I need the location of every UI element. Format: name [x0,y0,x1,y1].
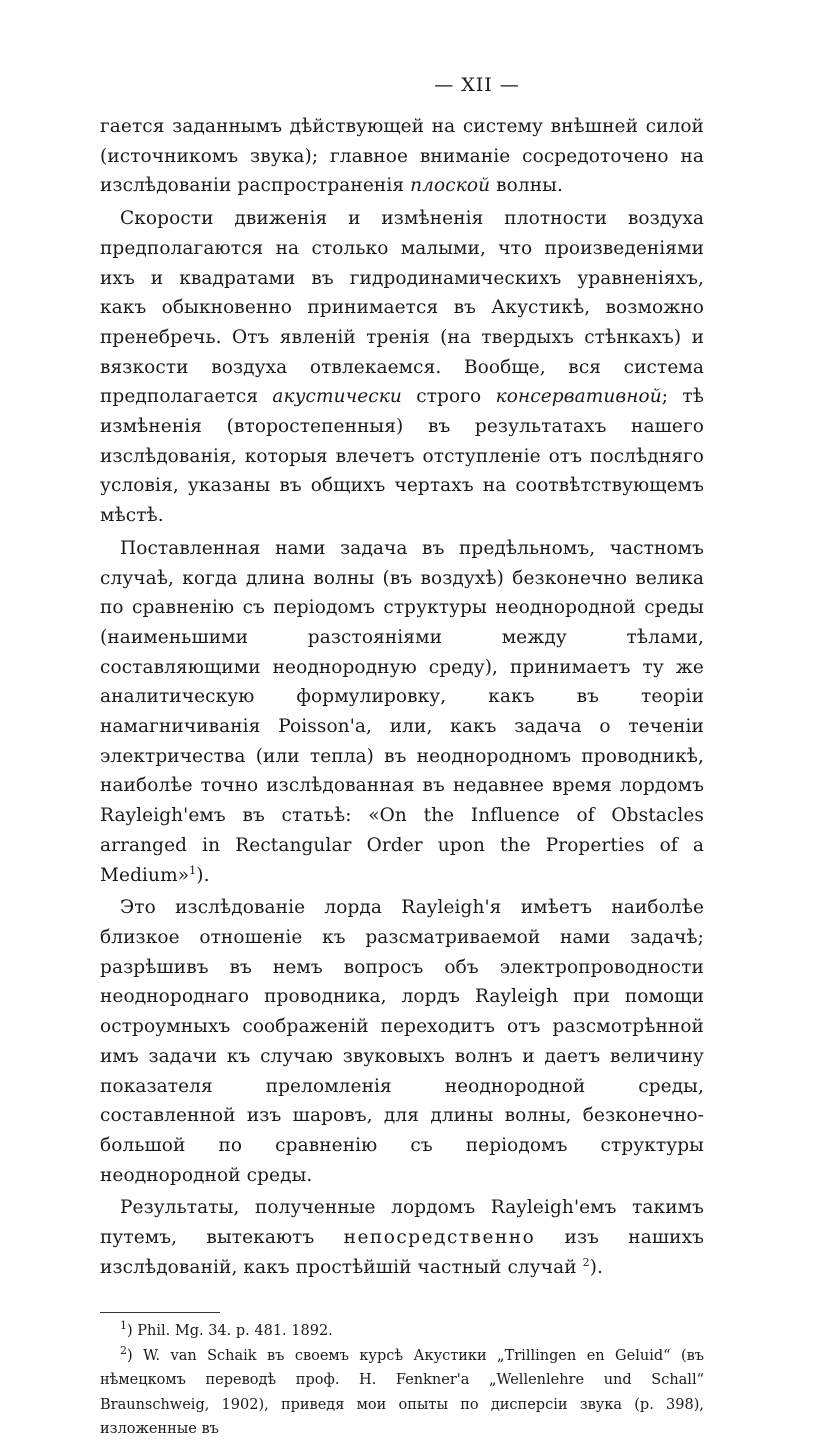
paragraph-5-text-a: Результаты, полученные лордомъ Rayleigh'емъ такимъ путемъ, вытекаютъ [100,1197,704,1249]
paragraph-3-text-a: Поставленная нами задача въ предѣльномъ, частномъ случаѣ, когда длина волны (въ воздухѣ) безконечно велика по сравненію съ періодомъ структуры неоднородной среды (наименьшими разстояніями между тѣлами, составляющими неоднородную среду), принимаетъ ту же аналитическую формулировку, какъ въ теоріи намагничиванія Poisson'а, или, какъ задача о теченіи электричества (или тепла) въ неоднородномъ проводникѣ, наиболѣе точно изслѣдованная въ недавнее время лордомъ Rayleigh'емъ въ статьѣ: «On the Influence of Obstacles arranged in Rectangular Order upon the Properties of a Medium» [100,537,704,886]
paragraph-5 [100,1193,704,1282]
paragraph-2-text-a: Скорости движенія и измѣненія плотности воздуха предполагаются на столько малыми, что произведеніями ихъ и квадратами въ гидродинамическихъ уравненіяхъ, какъ обыкновенно принимается въ Акустикѣ, возможно пренебречь. Отъ явленій тренія (на твердыхъ стѣнкахъ) и вязкости воздуха отвлекаемся. Вообще, вся система предполагается [100,208,704,408]
paragraph-5-text-c: ). [589,1256,604,1278]
paragraph-5-text-b: изъ нашихъ изслѣдованій, какъ простѣйшій частный случай [100,1227,704,1278]
footnotes [100,1319,704,1442]
paragraph-3-text-b: ). [196,864,210,886]
paragraph-1-emphasis: плоской [410,175,491,197]
footnote-2 [100,1344,704,1442]
paragraph-1 [100,112,704,201]
page [100,74,704,1442]
footnote-ref-1: 1 [189,863,197,877]
paragraph-2 [100,204,704,531]
footnote-1-mark: 1 [120,1319,127,1333]
paragraph-3 [100,534,704,890]
paragraph-2-text-c: ; тѣ измѣненія (второстепенныя) въ результатахъ нашего изслѣдованія, которыя влечетъ отступленіе отъ послѣдняго условія, указаны въ общихъ чертахъ на соотвѣтствующемъ мѣстѣ. [100,386,705,527]
paragraph-5-spaced-word: непосредственно [343,1227,536,1249]
paragraph-4 [100,893,704,1190]
paragraph-2-emphasis-2: консервативной [495,386,662,408]
body-text [100,112,704,1282]
footnote-divider [100,1312,220,1313]
footnote-1 [100,1319,704,1344]
paragraph-4-text: Это изслѣдованіе лорда Rayleigh'я имѣетъ наиболѣе близкое отношеніе къ разсматриваемой нами задачѣ; разрѣшивъ въ немъ вопросъ объ электропроводности неоднороднаго проводника, лордъ Rayleigh при помощи остроумныхъ соображеній переходитъ отъ разсмотрѣнной имъ задачи къ случаю звуковыхъ волнъ и даетъ величину показателя преломленія неоднородной среды, составленной изъ шаровъ, для длины волны, безконечно-большой по сравненію съ періодомъ структуры неоднородной среды. [100,897,704,1186]
footnote-2-text: ) W. van Schaik въ своемъ курсѣ Акустики „Trillingen en Geluid“ (въ нѣмецкомъ переводѣ проф. H. Fenkner'а „Wellenlehre und Schall“ Braunschweig, 1902), приведя мои опыты по дисперсіи звука (p. 398), изложенные въ [100,1347,704,1438]
footnote-1-text: ) Phil. Mg. 34. p. 481. 1892. [127,1323,333,1340]
paragraph-1-text-a: гается заданнымъ дѣйствующей на систему внѣшней силой (источникомъ звука); главное вниманіе сосредоточено на изслѣдованіи распространенія [100,116,704,197]
paragraph-2-text-b: строго [401,386,496,408]
paragraph-2-emphasis-1: акустически [272,386,402,408]
page-header: — XII — [434,74,520,96]
footnote-ref-2: 2 [582,1255,590,1269]
paragraph-1-text-b: волны. [490,175,563,197]
footnote-2-mark: 2 [120,1344,127,1358]
